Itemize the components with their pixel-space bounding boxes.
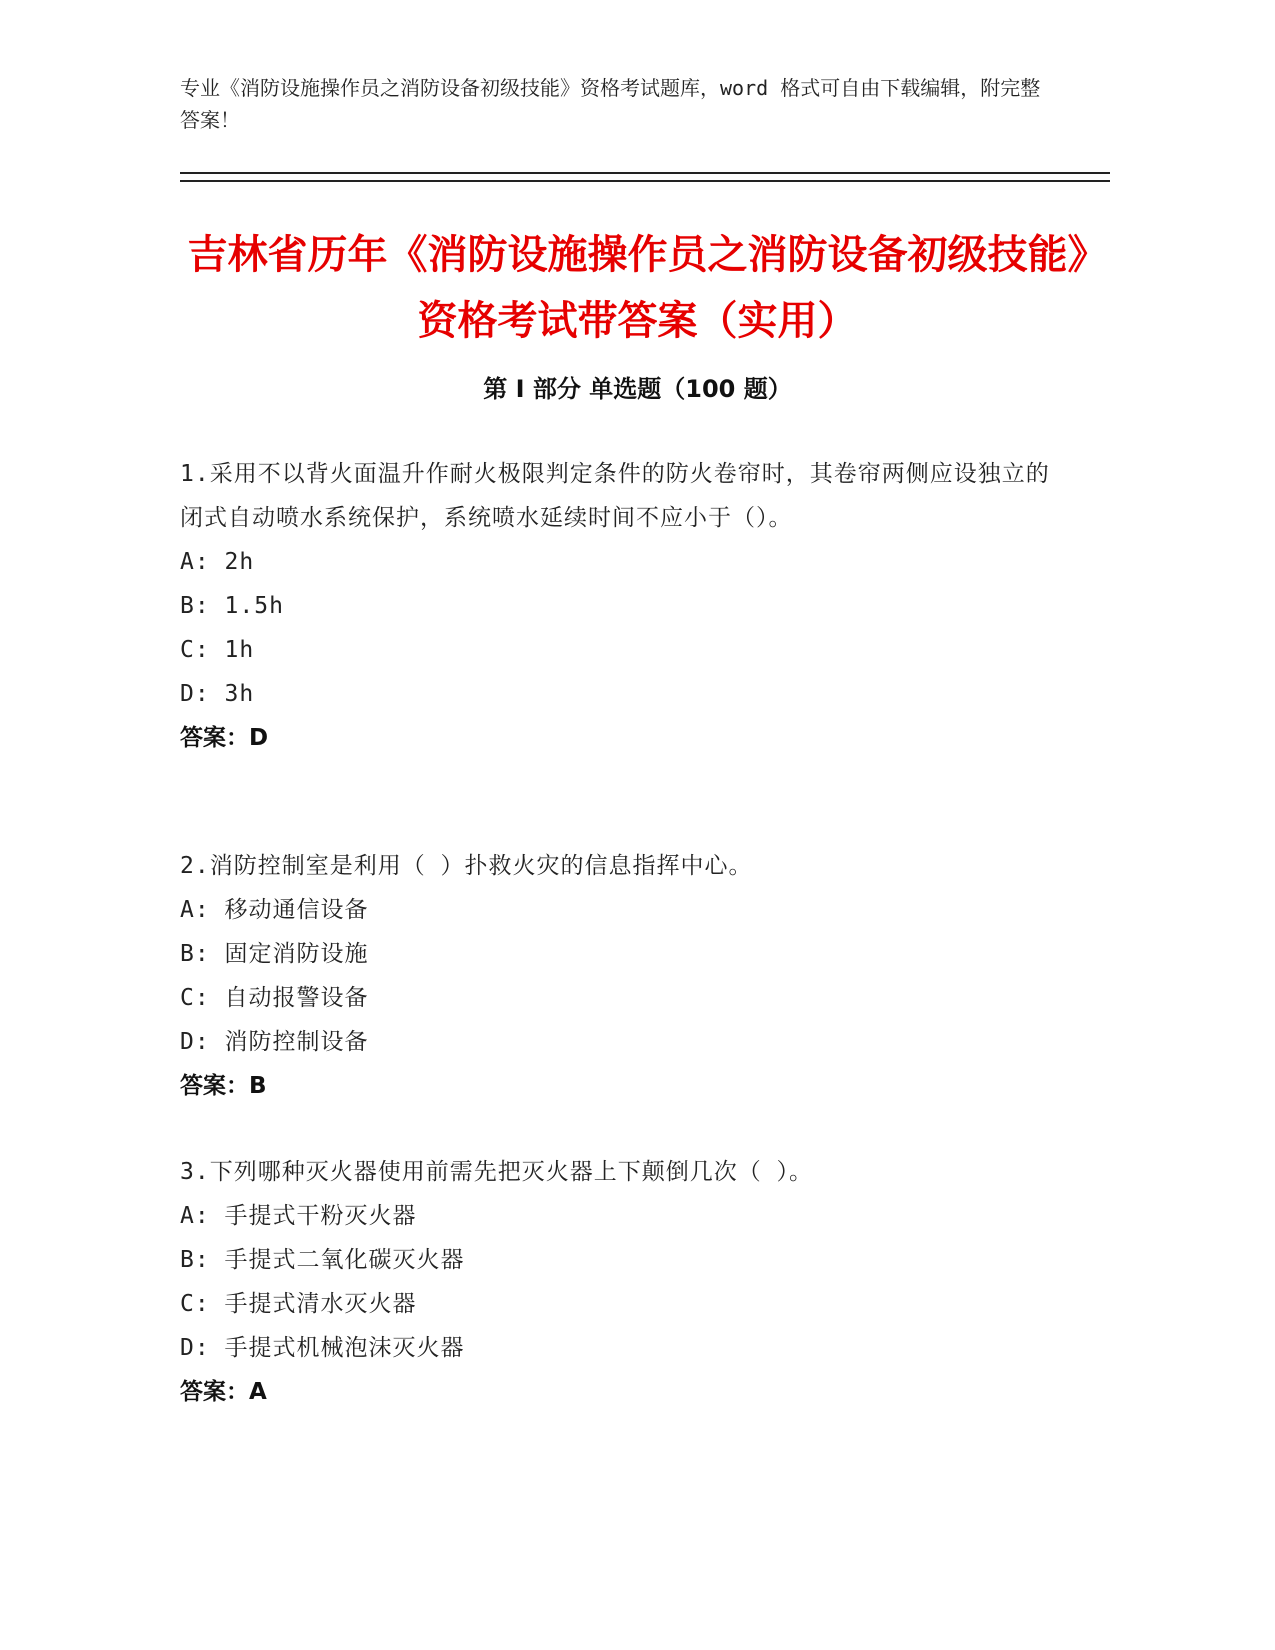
option-a: A: 移动通信设备 [180, 897, 369, 923]
option-b: B: 1.5h [180, 593, 284, 619]
option-d: D: 手提式机械泡沫灭火器 [180, 1335, 465, 1361]
header-divider-bottom [180, 180, 1110, 182]
question-block [180, 1150, 1060, 1414]
option-a: A: 手提式干粉灭火器 [180, 1203, 417, 1229]
option-b: B: 固定消防设施 [180, 941, 369, 967]
option-c: C: 手提式清水灭火器 [180, 1291, 417, 1317]
answer: 答案：D [180, 725, 269, 751]
question-block [180, 844, 1060, 1108]
question-stem: 2.消防控制室是利用（ ）扑救火灾的信息指挥中心。 [180, 853, 753, 879]
section-heading: 第 I 部分 单选题（100 题） [483, 375, 792, 403]
option-b: B: 手提式二氧化碳灭火器 [180, 1247, 465, 1273]
option-c: C: 1h [180, 637, 255, 663]
question-block [180, 452, 1060, 760]
option-d: D: 3h [180, 681, 255, 707]
document-title: 吉林省历年《消防设施操作员之消防设备初级技能》资格考试带答案（实用） [187, 232, 1088, 344]
answer: 答案：B [180, 1073, 267, 1099]
option-a: A: 2h [180, 549, 255, 575]
header-note: 专业《消防设施操作员之消防设备初级技能》资格考试题库，word 格式可自由下载编辑，附完整答案！ [180, 76, 1041, 132]
answer: 答案：A [180, 1379, 267, 1405]
question-stem: 3.下列哪种灭火器使用前需先把灭火器上下颠倒几次（ ）。 [180, 1159, 814, 1185]
question-stem: 1.采用不以背火面温升作耐火极限判定条件的防火卷帘时，其卷帘两侧应设独立的闭式自动喷水系统保护，系统喷水延续时间不应小于（）。 [180, 461, 1050, 531]
option-c: C: 自动报警设备 [180, 985, 369, 1011]
option-d: D: 消防控制设备 [180, 1029, 369, 1055]
header-divider-top [180, 172, 1110, 174]
